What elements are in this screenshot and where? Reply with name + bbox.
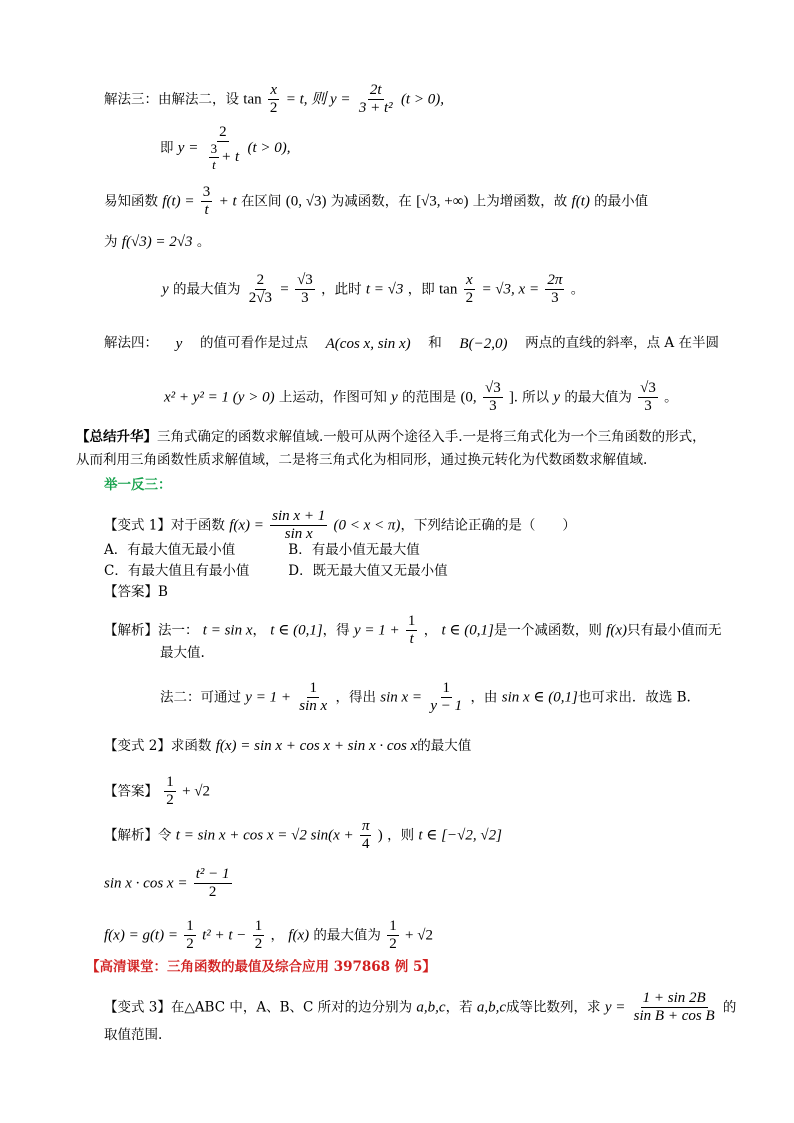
frac-1-over-sinx: $\frac{1}{\text{sin x}}$ [299,680,328,715]
frac-half: $\frac{1}{2}$ [166,774,174,809]
cond-t2: (t > 0), [247,140,291,157]
interval-inc: [√3, +∞) [416,193,469,210]
v1-analysis-line1: 【解析】法一： t = sin x， t ∈ (0,1]，得 y = 1 + $\frac{1}{t}$ ， t ∈ (0,1]是一个减函数，则 f(x)只有最小值而无 [104,613,722,648]
v2-answer: 【答案】 $\frac{1}{2}$ + √2 [104,774,211,809]
frac-2-over-2sqrt3: $\frac{2}{2√3}$ [248,272,272,307]
hd-classroom-link[interactable]: 【高清课堂：三角函数的最值及综合应用 397868 例 5】 [86,959,436,975]
inc-text: 上为增函数，故 [472,193,568,210]
frac-1-over-t: $\frac{1}{t}$ [407,613,416,648]
ji-text: 即 [160,140,174,157]
frac-v3: $\frac{1 + \sin 2B}{\text{sin B + cos B}}$ [633,990,715,1025]
method4-line2: x² + y² = 1 (y > 0) 上运动，作图可知 y 的范围是 (0, $\frac{√3}{3}$ ]. 所以 y 的最大值为 $\frac{√3}{3}$ 。 [164,380,678,415]
min-text: 的最小值 [594,193,649,210]
v1-analysis-line2: 最大值. [160,645,205,661]
method4-label: 解法四： [104,335,158,351]
ft-plus: + t [218,193,237,210]
frac-2t: $\frac{2t}{\text{3 + t²}}$ [358,82,393,117]
v1-analysis-line3: 法二：可通过 y = 1 + $\frac{1}{\text{sin x}}$ ，得出 sin x = $\frac{1}{y - 1}$ ，由 sin x ∈ (0,1]也可求出．故选 B. [160,680,691,715]
method3-line5: y 的最大值为 $\frac{2}{2√3}$ = $\frac{√3}{3}$ ，此时 t = √3 ，即 tan $\frac{x}{2}$ = √3, x = $\frac{2\pi}{3}$ 。 [162,272,585,307]
v1-options-row2 [104,564,448,579]
eq-t: = t, 则 y = [285,91,351,108]
f-sqrt3: f(√3) = 2√3 [121,234,193,250]
method4-line1: 解法四： y 的值可看作是过点 A(cos x, sin x) 和 B(−2,0) 两点的直线的斜率，点 A 在半圆 [104,335,719,352]
point-a: A(cos x, sin x) [325,336,411,352]
v2-analysis-line1: 【解析】令 t = sin x + cos x = √2 sin(x + $\frac{\pi}{4}$ ) ，则 t ∈ [−√2, √2] [104,818,502,853]
known-func-text: 易知函数 [104,193,158,210]
method3-line2 [160,124,291,173]
ci-shi-text: ，此时 [321,281,362,298]
summary-line2: 从而利用三角函数性质求解值域，二是将三角式化为相同形，通过换元转化为代数函数求解值域. [76,452,648,468]
v1-question: 【变式 1】对于函数 f(x) = $\frac{\text{sin x + 1}}{\text{sin x}}$ (0 < x < π)，下列结论正确的是（ ） [104,508,576,543]
ymax-text: 的最大值为 [172,281,241,298]
frac-t2-1-over-2: $\frac{\text{t² − 1}}{2}$ [195,866,230,901]
cond-t: (t > 0), [400,91,444,108]
v3-line2: 取值范围. [104,1027,163,1043]
circle-eq: x² + y² = 1 (y > 0) [164,389,275,406]
frac-sqrt3-over-3: $\frac{√3}{3}$ [297,272,313,307]
frac-x-over-2: $\frac{x}{2}$ [269,82,278,117]
frac-3-over-t: $\frac{3}{t}$ [210,141,218,173]
t-eq-sqrt3: t = √3 [365,281,404,298]
v1-tag: 【变式 1】 [104,517,171,534]
frac-range: $\frac{√3}{3}$ [484,380,501,415]
wei-text: 为 [104,234,118,250]
v3-question: 【变式 3】在△ABC 中，A、B、C 所对的边分别为 a,b,c，若 a,b,c成等比数列，求 y = $\frac{1 + \sin 2B}{\text{sin B + cos B}}$ 的 [104,990,737,1025]
option-a: A．有最大值无最小值 [104,542,236,558]
summary-line1: 【总结升华】三角式确定的函数求解值域.一般可从两个途径入手.一是将三角式化为一个三角函数的形式， [76,429,706,445]
summary-tag: 【总结升华】 [76,429,157,445]
point-b: B(−2,0) [459,336,508,352]
method3-line3 [104,184,648,220]
frac-half-c: $\frac{1}{2}$ [389,918,397,953]
v2-question: 【变式 2】求函数 f(x) = sin x + cos x + sin x · cos x的最大值 [104,738,472,754]
heading-variations: 举一反三： [104,477,172,493]
frac-nested: 2 $\frac{3}{t}$ + t [210,124,240,173]
option-c: C．有最大值且有最小值 [104,563,250,579]
method3-line1 [104,82,444,118]
option-b: B．有最小值无最大值 [288,542,420,558]
frac-1-over-y-1: $\frac{1}{y - 1}$ [430,680,463,715]
y-var: y [162,281,169,298]
frac-v1: $\frac{\text{sin x + 1}}{\text{sin x}}$ [272,508,326,543]
v1-options-row1 [104,543,420,558]
y-eq: y = [177,140,199,157]
frac-pi-over-4: $\frac{\pi}{4}$ [361,818,370,853]
tan-fn: tan [243,91,262,108]
frac-3-over-t-b: $\frac{3}{t}$ [202,184,211,219]
method3-line4: 为 f(√3) = 2√3 。 [104,234,211,250]
frac-half-a: $\frac{1}{2}$ [186,918,194,953]
dec-text: 为减函数，在 [330,193,412,210]
frac-2pi-over-3: $\frac{2\pi}{3}$ [547,272,563,307]
v2-analysis-line3: f(x) = g(t) = $\frac{1}{2}$ t² + t − $\frac{1}{2}$ ， f(x) 的最大值为 $\frac{1}{2}$ + √2 [104,918,433,953]
v2-analysis-line2: sin x · cos x = $\frac{\text{t² − 1}}{2}$ [104,866,230,901]
ft-expr: f(t) = [162,193,195,210]
frac-x-over-2-b: $\frac{x}{2}$ [465,272,474,307]
interval-text: 在区间 [240,193,282,210]
interval-dec: (0, √3) [285,193,327,210]
option-d: D．既无最大值又无最小值 [288,563,448,579]
v1-answer: 【答案】B [104,584,168,600]
method3-label: 解法三：由解法二，设 [104,91,239,108]
frac-half-b: $\frac{1}{2}$ [254,918,263,953]
ft2: f(t) [571,193,590,210]
frac-max: $\frac{√3}{3}$ [640,380,656,415]
